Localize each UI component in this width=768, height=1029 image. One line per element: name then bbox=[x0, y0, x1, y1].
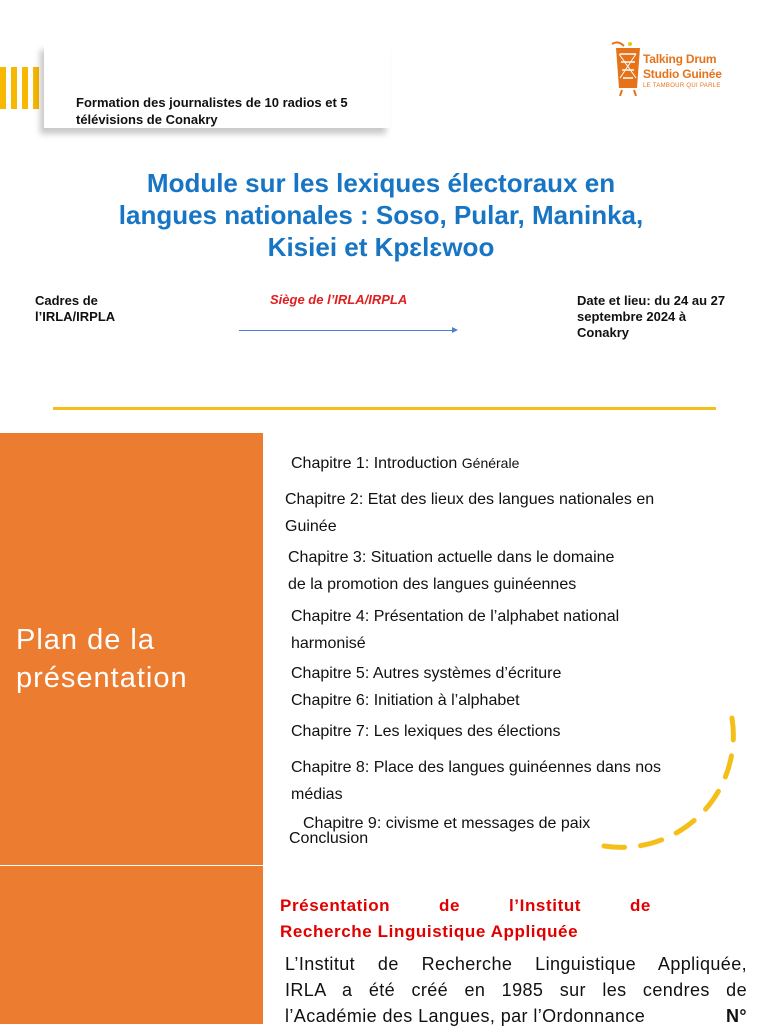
module-title: Module sur les lexiques électoraux en langues nationales : Soso, Pular, Maninka, Kisiei et Kpɛlɛwoo bbox=[118, 168, 644, 262]
chapter-7: Chapitre 7: Les lexiques des élections bbox=[291, 723, 561, 740]
formation-text: Formation des journalistes de 10 radios et 5 télévisions de Conakry bbox=[76, 95, 348, 127]
chapter-3-line1: Chapitre 3: Situation actuelle dans le domaine bbox=[288, 549, 615, 566]
accent-bar bbox=[0, 67, 6, 109]
chapter-9: Chapitre 9: civisme et messages de paix bbox=[303, 815, 591, 832]
logo-tagline: LE TAMBOUR QUI PARLE bbox=[643, 83, 721, 89]
logo-line1: Talking Drum bbox=[643, 52, 717, 66]
chapter-1 bbox=[291, 450, 519, 477]
institut-title-line2: Recherche Linguistique Appliquée bbox=[280, 922, 579, 941]
chapter-1-main: Chapitre 1: Introduction bbox=[291, 455, 462, 472]
chapter-5: Chapitre 5: Autres systèmes d’écriture bbox=[291, 665, 562, 682]
chapter-2: Chapitre 2: Etat des lieux des langues nationales en Guinée bbox=[285, 491, 655, 535]
institut-body-line3-bold: N° bbox=[726, 1006, 747, 1026]
chapter-1-small: Générale bbox=[461, 455, 520, 471]
drum-icon bbox=[610, 40, 644, 96]
chapter-6: Chapitre 6: Initiation à l’alphabet bbox=[291, 692, 520, 709]
accent-bar bbox=[11, 67, 17, 109]
institut-body bbox=[285, 951, 747, 1029]
date-text: Date et lieu: du 24 au 27 septembre 2024 à Conakry bbox=[577, 293, 726, 340]
institut-title-line1: Présentation de l’Institut de bbox=[280, 896, 651, 915]
conclusion: Conclusion bbox=[289, 830, 369, 847]
institut-body-line3-text: l’Académie des Langues, par l’Ordonnance bbox=[285, 1006, 646, 1026]
institut-body-line2: IRLA a été créé en 1985 sur les cendres de bbox=[285, 980, 747, 1000]
chapter-4: Chapitre 4: Présentation de l’alphabet national harmonisé bbox=[291, 608, 620, 652]
cadres-text: Cadres de l’IRLA/IRPLA bbox=[35, 293, 116, 324]
logo-line2: Studio Guinée bbox=[643, 67, 722, 81]
accent-bar bbox=[33, 67, 39, 109]
arrow-connector bbox=[239, 330, 455, 331]
plan-title: Plan de la présentation bbox=[16, 624, 188, 694]
accent-bar bbox=[22, 67, 28, 109]
decorative-arc-icon bbox=[590, 700, 740, 860]
institut-side-panel bbox=[0, 866, 263, 1024]
institut-body-line3 bbox=[285, 1003, 747, 1029]
chapter-3-line2: de la promotion des langues guinéennes bbox=[288, 576, 577, 593]
chapter-8: Chapitre 8: Place des langues guinéennes dans nos médias bbox=[291, 759, 662, 803]
siege-text: Siège de l’IRLA/IRPLA bbox=[270, 292, 408, 307]
institut-body-line1: L’Institut de Recherche Linguistique Appliquée, bbox=[285, 954, 747, 974]
divider-line bbox=[53, 407, 716, 410]
arrow-head-icon bbox=[452, 327, 458, 333]
